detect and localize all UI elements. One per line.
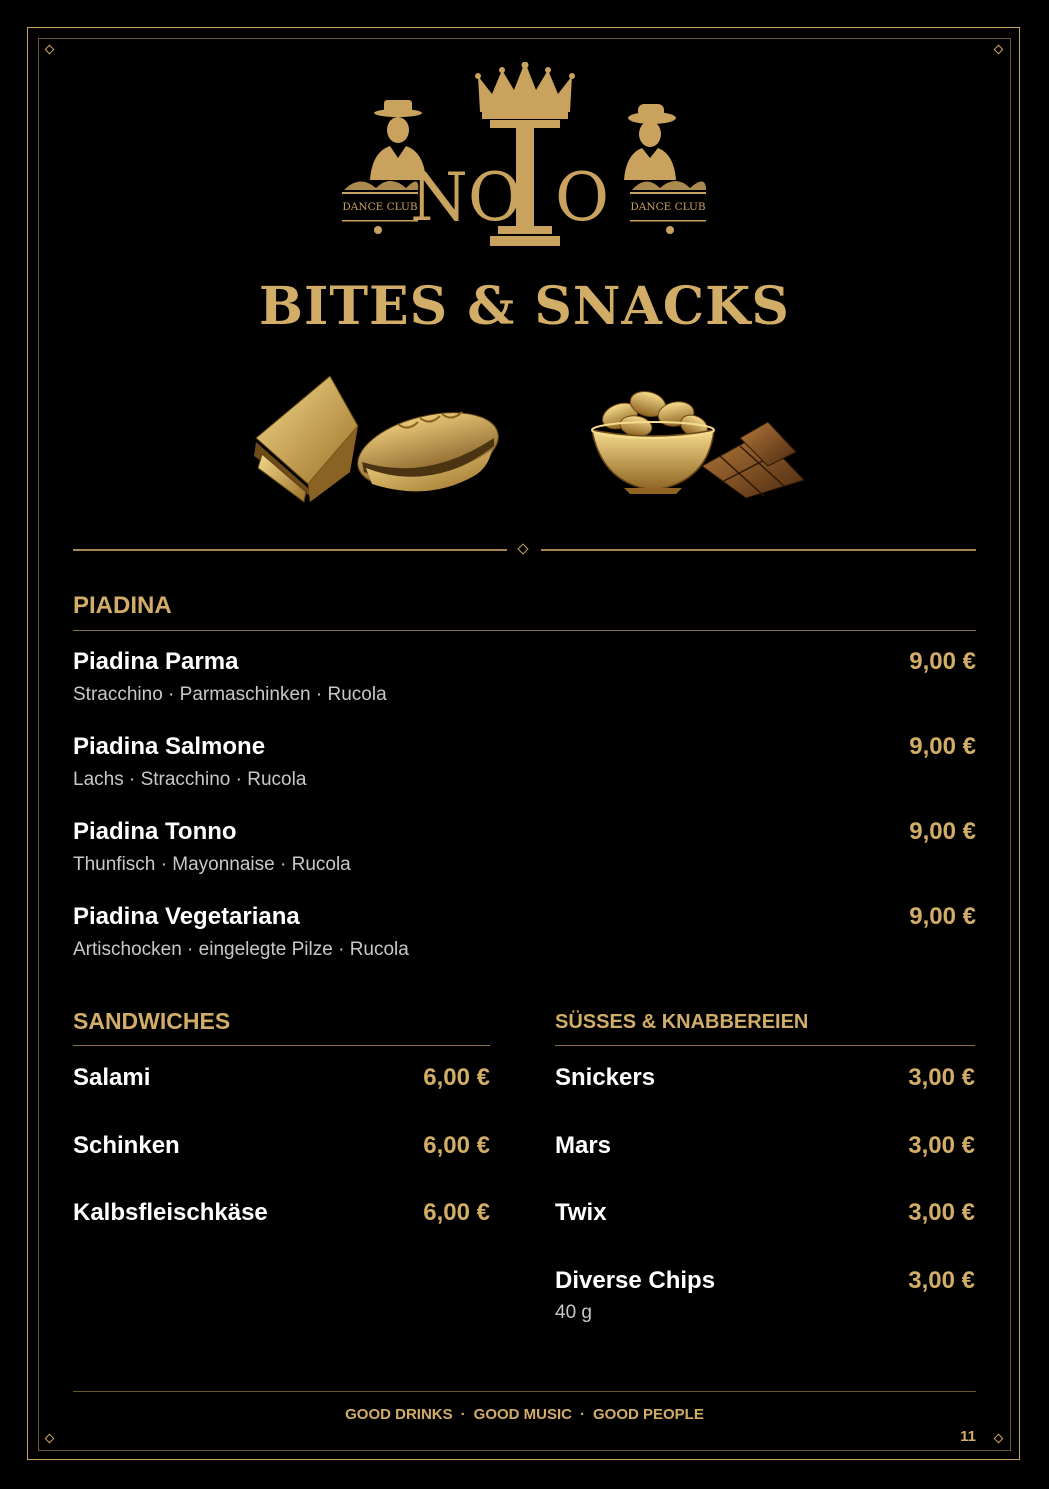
footer-slogan-item: GOOD PEOPLE [593, 1406, 704, 1423]
menu-item-description: Thunfisch · Mayonnaise · Rucola [73, 854, 351, 875]
menu-item-price: 3,00 € [908, 1267, 975, 1294]
menu-item-price: 6,00 € [423, 1064, 490, 1091]
menu-item-price: 9,00 € [909, 818, 976, 845]
footer-rule [73, 1391, 976, 1392]
menu-item-price: 6,00 € [423, 1199, 490, 1226]
piadina-sandwich-illustration [248, 372, 500, 508]
footer-separator: · [580, 1406, 585, 1423]
section-rule [73, 630, 976, 631]
menu-item-price: 9,00 € [909, 648, 976, 675]
logo-wordmark-right: O [554, 159, 610, 236]
footer-slogan-item: GOOD MUSIC [473, 1406, 572, 1423]
menu-item-name: Diverse Chips [555, 1267, 716, 1294]
menu-item-description: Lachs · Stracchino · Rucola [73, 769, 307, 790]
menu-item-price: 3,00 € [908, 1199, 975, 1226]
logo-tagline-left: DANCE CLUB [342, 201, 418, 213]
section-heading-sweets: SÜSSES & KNABBEREIEN [555, 1011, 809, 1033]
menu-item-price: 3,00 € [908, 1132, 975, 1159]
footer-separator: · [460, 1406, 466, 1423]
menu-item-description: 40 g [555, 1302, 592, 1323]
page-title: BITES & SNACKS [259, 276, 790, 337]
footer-slogan-item: GOOD DRINKS [345, 1406, 453, 1423]
menu-item-description: Stracchino · Parmaschinken · Rucola [73, 684, 387, 705]
section-rule [555, 1045, 975, 1046]
club-logo [340, 62, 710, 254]
footer-slogan [0, 1406, 1049, 1423]
menu-item-price: 3,00 € [908, 1064, 975, 1091]
crown-icon [478, 62, 572, 112]
menu-item-price: 6,00 € [423, 1132, 490, 1159]
woman-silhouette-icon [624, 104, 676, 180]
page-number: 11 [960, 1428, 976, 1445]
menu-item-name: Schinken [73, 1132, 180, 1159]
menu-item-price: 9,00 € [909, 733, 976, 760]
menu-item-name: Piadina Parma [73, 648, 239, 675]
section-divider-right [541, 549, 976, 551]
chips-chocolate-illustration [590, 386, 806, 500]
menu-item-name: Piadina Tonno [73, 818, 237, 845]
menu-item-description: Artischocken · eingelegte Pilze · Rucola [73, 939, 409, 960]
menu-item-name: Piadina Vegetariana [73, 903, 300, 930]
menu-item-name: Kalbsfleischkäse [73, 1199, 268, 1226]
section-heading-sandwiches: SANDWICHES [73, 1008, 231, 1034]
menu-item-name: Mars [555, 1132, 612, 1159]
menu-item-name: Piadina Salmone [73, 733, 266, 760]
section-rule [73, 1045, 490, 1046]
menu-item-price: 9,00 € [909, 903, 976, 930]
logo-wordmark-left: NO [410, 159, 522, 236]
section-divider-left [73, 549, 507, 551]
menu-item-name: Snickers [555, 1064, 656, 1091]
menu-item-name: Salami [73, 1064, 151, 1091]
logo-tagline-right: DANCE CLUB [630, 201, 706, 213]
menu-item-name: Twix [555, 1199, 607, 1226]
section-heading-piadina: PIADINA [73, 592, 172, 619]
